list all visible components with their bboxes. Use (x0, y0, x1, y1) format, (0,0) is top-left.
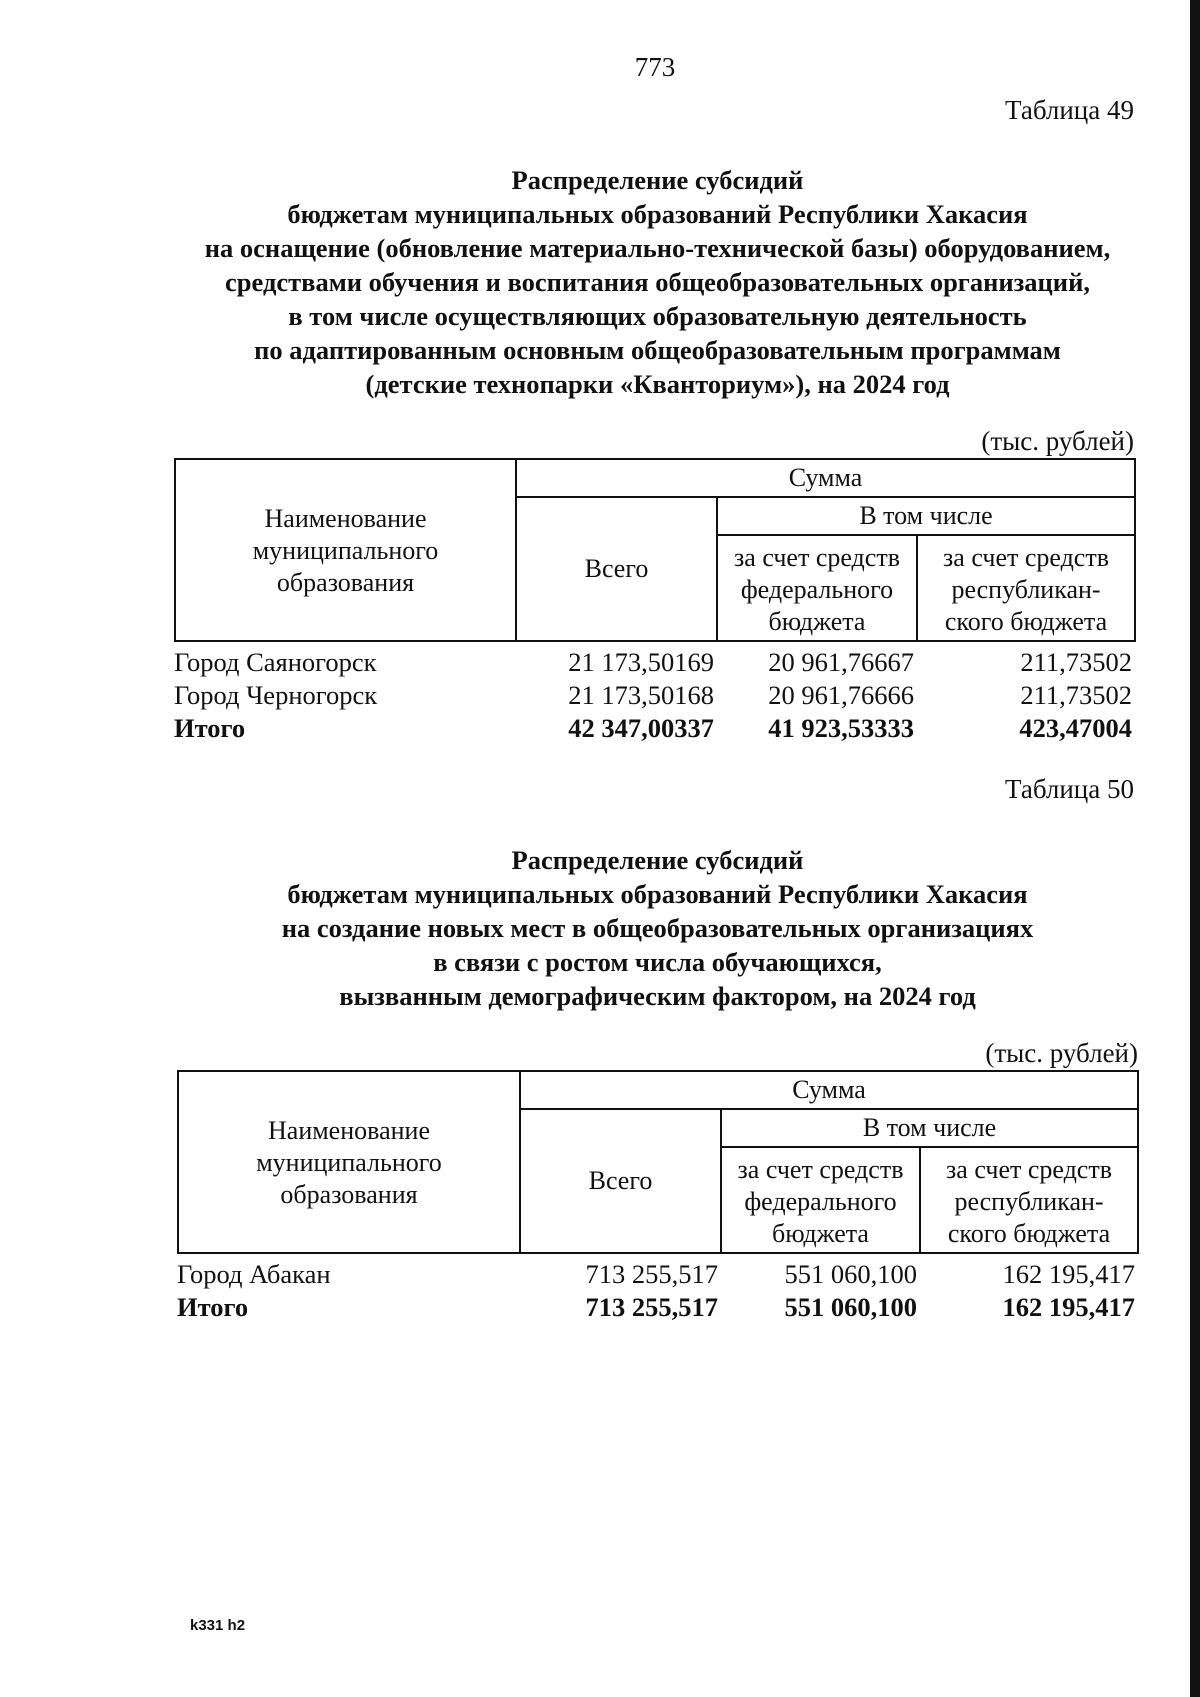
header-republic-line: ского бюджета (947, 1219, 1111, 1248)
header-name-line: образования (280, 1180, 418, 1209)
row-name: Город Абакан (177, 1258, 331, 1289)
header-name-line: образования (276, 568, 415, 597)
table-50-title (0, 843, 1200, 1013)
row-name: Город Черногорск (174, 679, 378, 710)
row-republic: 211,73502 (1020, 646, 1132, 677)
table-row (177, 1257, 1137, 1290)
header-federal-line: федерального (744, 1187, 897, 1216)
header-name-line: Наименование (268, 1116, 430, 1145)
totals-row (177, 1290, 1137, 1323)
header-federal (717, 535, 917, 641)
header-republic (920, 1147, 1138, 1253)
title-line: вызванным демографическим фактором, на 2024 год (339, 981, 976, 1011)
totals-name: Итого (174, 712, 246, 743)
totals-total: 42 347,00337 (568, 712, 714, 743)
title-line: Распределение субсидий (511, 845, 804, 875)
table-50-units: (тыс. рублей) (985, 1038, 1138, 1068)
table-50-label: Таблица 50 (1005, 774, 1134, 804)
row-total: 21 173,50168 (568, 679, 714, 710)
title-line: (детские технопарки «Кванториум»), на 2024 год (365, 369, 950, 399)
header-republic (917, 535, 1135, 641)
header-total: Всего (520, 1109, 721, 1253)
header-federal (721, 1147, 920, 1253)
title-line: на создание новых мест в общеобразовательных организациях (281, 913, 1034, 943)
header-republic-line: республикан- (954, 1187, 1104, 1216)
title-line: на оснащение (обновление материально-технической базы) оборудованием, (204, 233, 1111, 263)
table-49-label: Таблица 49 (1005, 95, 1134, 125)
row-total: 21 173,50169 (568, 646, 714, 677)
row-name: Город Саяногорск (174, 646, 377, 677)
header-republic-line: за счет средств (943, 543, 1109, 572)
table-row (174, 645, 1134, 678)
header-federal-line: за счет средств (734, 543, 900, 572)
header-republic-line: ского бюджета (944, 607, 1108, 636)
footer-code: k331 h2 (190, 1617, 246, 1634)
title-line: бюджетам муниципальных образований Республики Хакасия (287, 879, 1028, 909)
header-name-cell (178, 1071, 520, 1253)
totals-republic: 162 195,417 (1002, 1291, 1135, 1322)
header-including: В том числе (717, 497, 1135, 535)
totals-total: 713 255,517 (585, 1291, 718, 1322)
row-federal: 20 961,76666 (768, 679, 914, 710)
title-line: бюджетам муниципальных образований Республики Хакасия (287, 199, 1028, 229)
table-49-body (174, 645, 1134, 744)
table-50-body (177, 1257, 1137, 1323)
header-total: Всего (516, 497, 717, 641)
row-total: 713 255,517 (585, 1258, 718, 1289)
header-federal-line: бюджета (768, 607, 866, 636)
table-49-title (0, 163, 1200, 401)
table-50-header (177, 1070, 1139, 1254)
header-including: В том числе (721, 1109, 1138, 1147)
table-row (174, 678, 1134, 711)
row-federal: 551 060,100 (784, 1258, 917, 1289)
header-federal-line: за счет средств (737, 1155, 904, 1184)
title-line: средствами обучения и воспитания общеобразовательных организаций, (225, 267, 1090, 297)
header-sum: Сумма (516, 459, 1135, 497)
row-republic: 162 195,417 (1002, 1258, 1135, 1289)
header-federal-line: федерального (740, 575, 894, 604)
header-federal-line: бюджета (772, 1219, 869, 1248)
title-line: в том числе осуществляющих образовательную деятельность (288, 301, 1027, 331)
totals-federal: 551 060,100 (784, 1291, 917, 1322)
title-line: Распределение субсидий (511, 165, 804, 195)
totals-republic: 423,47004 (1019, 712, 1132, 743)
row-republic: 211,73502 (1020, 679, 1132, 710)
title-line: в связи с ростом числа обучающихся, (433, 947, 882, 977)
header-republic-line: за счет средств (946, 1155, 1112, 1184)
totals-row (174, 711, 1134, 744)
row-federal: 20 961,76667 (768, 646, 914, 677)
totals-federal: 41 923,53333 (768, 712, 914, 743)
header-name-line: Наименование (264, 504, 427, 533)
title-line: по адаптированным основным общеобразовательным программам (254, 335, 1061, 365)
table-49-header (174, 458, 1136, 642)
header-name-line: муниципального (256, 1148, 442, 1177)
header-name-line: муниципального (252, 536, 439, 565)
totals-name: Итого (177, 1291, 249, 1322)
header-sum: Сумма (520, 1071, 1138, 1109)
page-number: 773 (634, 52, 676, 82)
table-49-units: (тыс. рублей) (981, 426, 1134, 456)
header-republic-line: республикан- (951, 575, 1101, 604)
header-name-cell (175, 459, 516, 641)
